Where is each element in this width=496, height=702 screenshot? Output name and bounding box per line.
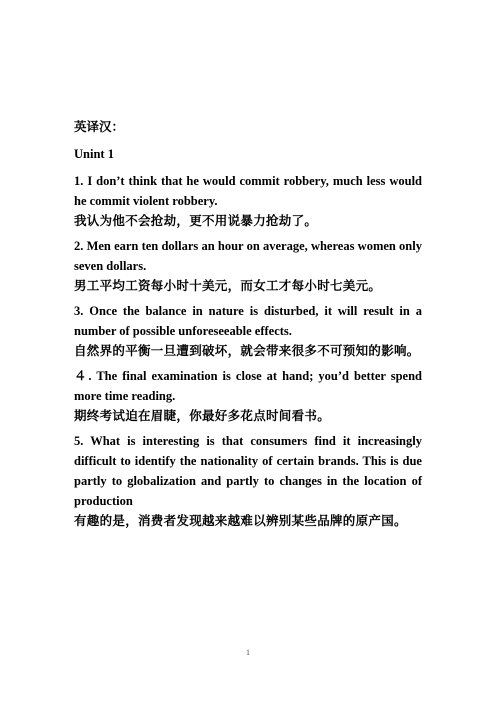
chinese-translation: 期终考试迫在眉睫，你最好多花点时间看书。: [74, 408, 331, 423]
sentence-item-5: [74, 431, 422, 531]
document-body: [74, 117, 422, 536]
chinese-translation: 自然界的平衡一旦遭到破坏，就会带来很多不可预知的影响。: [74, 343, 420, 358]
english-sentence: 5. What is interesting is that consumers find it increasingly difficult to identify the nationality of certain brands. This is due partly to globalization and partly to changes in the location of production: [74, 434, 422, 508]
section-heading: 英译汉：: [74, 120, 125, 134]
english-sentence: 3. Once the balance in nature is disturbed, it will result in a number of possible unforeseeable effects.: [74, 304, 422, 338]
chinese-translation: 有趣的是，消费者发现越来越难以辨别某些品牌的原产国。: [74, 513, 407, 528]
page-number: 1: [246, 648, 250, 657]
english-sentence: ４. The final examination is close at hand; you’d better spend more time reading.: [74, 369, 422, 403]
unit-title: Unint 1: [74, 147, 114, 161]
sentence-item-3: [74, 301, 422, 361]
sentence-item-2: [74, 236, 422, 296]
sentence-item-1: [74, 171, 422, 231]
chinese-translation: 男工平均工资每小时十美元，而女工才每小时七美元。: [74, 278, 382, 293]
chinese-translation: 我认为他不会抢劫，更不用说暴力抢劫了。: [74, 213, 318, 228]
sentence-item-4: [74, 366, 422, 426]
english-sentence: 2. Men earn ten dollars an hour on average, whereas women only seven dollars.: [74, 239, 422, 273]
english-sentence: 1. I don’t think that he would commit robbery, much less would he commit violent robbery.: [74, 174, 422, 208]
